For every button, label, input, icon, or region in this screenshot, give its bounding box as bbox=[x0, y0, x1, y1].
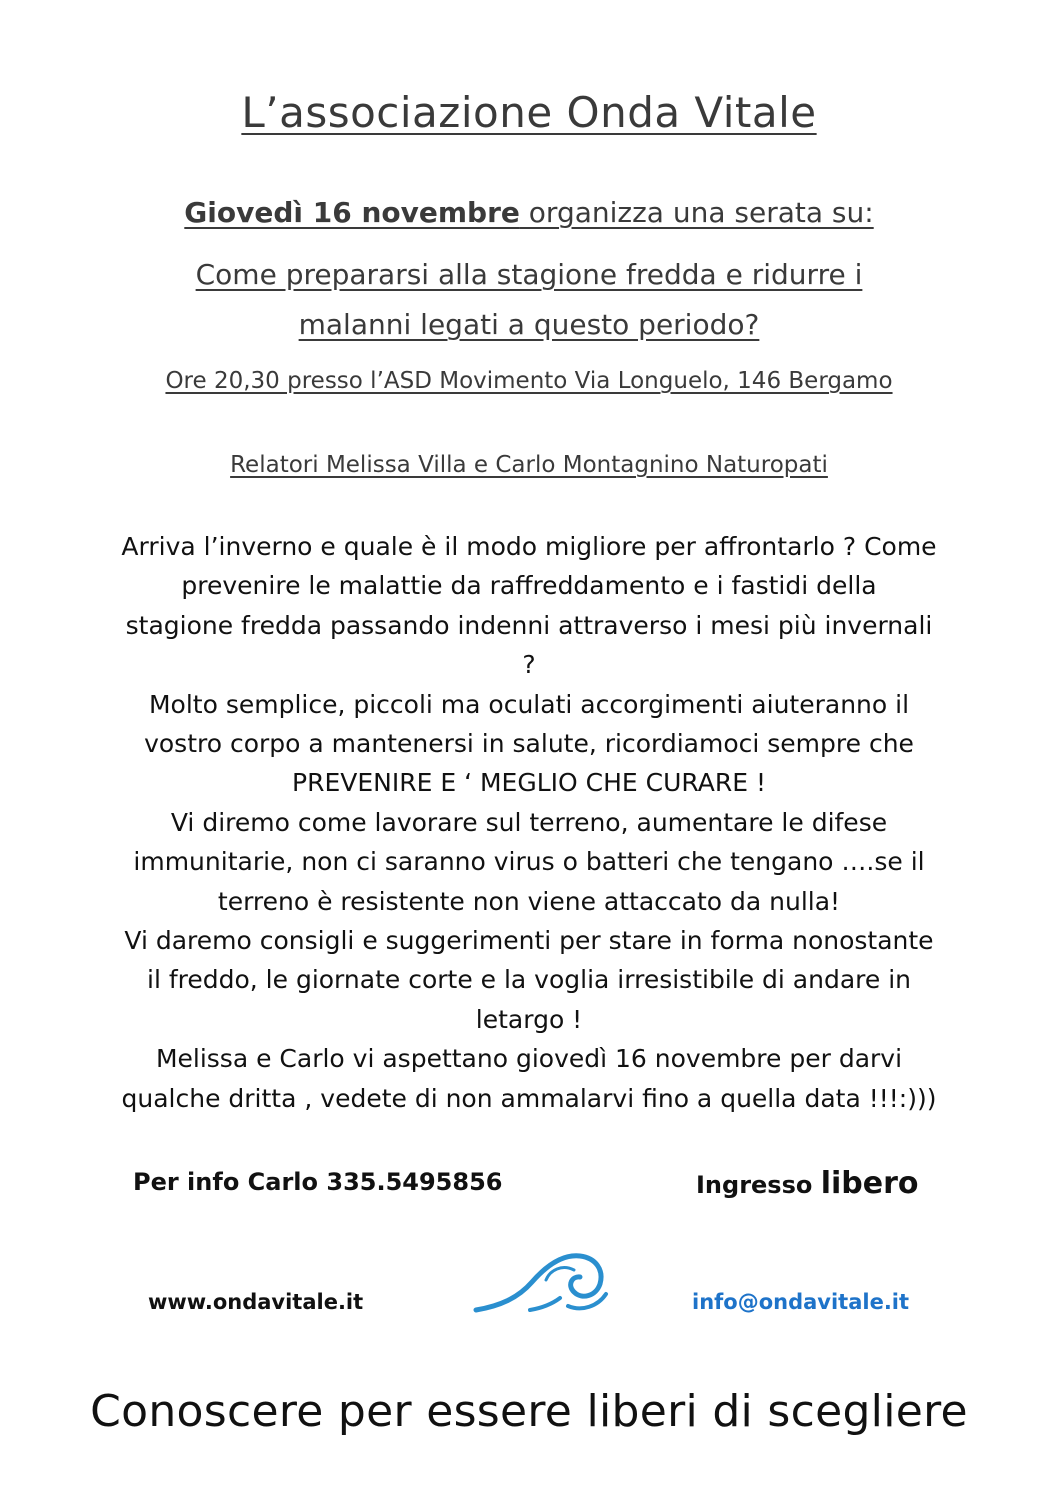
motto: Conoscere per essere liberi di scegliere bbox=[90, 1386, 968, 1437]
event-description bbox=[60, 527, 998, 1118]
description-line: Melissa e Carlo vi aspettano giovedì 16 novembre per darvi bbox=[155, 1044, 903, 1074]
description-line: prevenire le malattie da raffreddamento e i fastidi della bbox=[181, 571, 877, 601]
event-intro: organizza una serata su: bbox=[519, 196, 874, 229]
description-line: immunitarie, non ci saranno virus o batteri che tengano ….se il bbox=[133, 847, 925, 877]
description-line: letargo ! bbox=[475, 1004, 583, 1034]
description-line: vostro corpo a mantenersi in salute, ricordiamoci sempre che bbox=[144, 729, 914, 759]
description-line: Arriva l’inverno e quale è il modo migliore per affrontarlo ? Come bbox=[121, 532, 937, 561]
description-line: Vi daremo consigli e suggerimenti per stare in forma nonostante bbox=[124, 926, 934, 956]
description-line: Vi diremo come lavorare sul terreno, aumentare le difese bbox=[170, 807, 888, 837]
website-link[interactable]: www.ondavitale.it bbox=[148, 1290, 364, 1314]
wave-logo-icon bbox=[470, 1240, 610, 1320]
description-line: il freddo, le giornate corte e la voglia irresistibile di andare in bbox=[147, 965, 911, 995]
event-speakers: Relatori Melissa Villa e Carlo Montagnino Naturopati bbox=[230, 452, 828, 478]
entry-label: Ingresso bbox=[696, 1171, 821, 1199]
description-line: qualche dritta , vedete di non ammalarvi fino a quella data !!!:))) bbox=[121, 1083, 937, 1113]
contact-phone: Per info Carlo 335.5495856 bbox=[133, 1168, 503, 1196]
description-line: ? bbox=[522, 650, 536, 680]
email-link[interactable]: info@ondavitale.it bbox=[692, 1290, 910, 1314]
description-line: Molto semplice, piccoli ma oculati accorgimenti aiuteranno il bbox=[148, 689, 910, 719]
event-venue: Ore 20,30 presso l’ASD Movimento Via Longuelo, 146 Bergamo bbox=[165, 368, 893, 394]
event-date: Giovedì 16 novembre bbox=[184, 196, 520, 229]
event-topic-line-1: Come prepararsi alla stagione fredda e ridurre i bbox=[195, 258, 863, 291]
event-topic-line-2: malanni legati a questo periodo? bbox=[298, 308, 760, 341]
entry-value: libero bbox=[820, 1166, 919, 1201]
description-line: terreno è resistente non viene attaccato da nulla! bbox=[217, 886, 841, 916]
free-entry bbox=[696, 1166, 919, 1201]
event-date-line bbox=[0, 196, 1058, 229]
description-line: stagione fredda passando indenni attraverso i mesi più invernali bbox=[125, 610, 933, 640]
description-line: PREVENIRE E ‘ MEGLIO CHE CURARE ! bbox=[292, 768, 766, 798]
page-title: L’associazione Onda Vitale bbox=[241, 88, 817, 137]
